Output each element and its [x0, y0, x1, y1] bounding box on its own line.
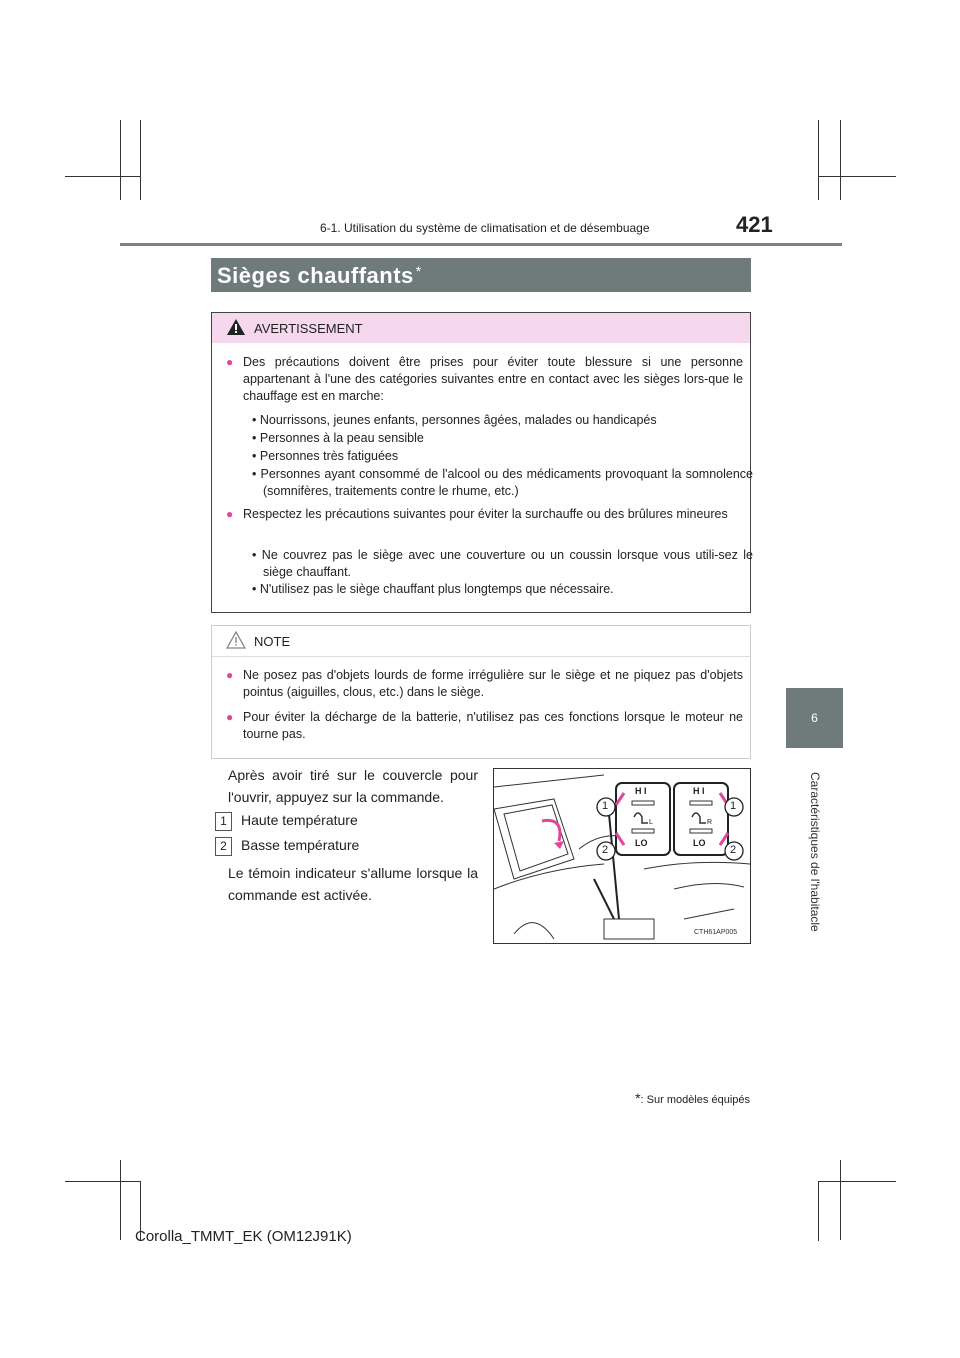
- hi-label-left: H I: [635, 786, 647, 796]
- page-title: Sièges chauffants: [217, 263, 414, 288]
- footnote: [590, 1090, 750, 1106]
- warning-triangle-icon: [226, 318, 246, 336]
- note-triangle-icon: [226, 631, 246, 649]
- seat-heater-figure: [493, 768, 751, 944]
- title-bar: [211, 258, 751, 292]
- crop-mark: [65, 176, 140, 177]
- crop-mark: [818, 120, 819, 200]
- warning-subitem: • Personnes ayant consommé de l'alcool ou des médicaments provoquant la somnolence (somnifères, traitements contre le rhume, etc.): [252, 467, 753, 498]
- footnote-text: : Sur modèles équipés: [640, 1094, 750, 1106]
- header-rule: [120, 243, 842, 246]
- crop-mark: [840, 120, 841, 200]
- footnote-star: *: [635, 1090, 641, 1106]
- note-header: [212, 626, 750, 657]
- warning-subitem-text: N'utilisez pas le siège chauffant plus longtemps que nécessaire.: [259, 582, 614, 596]
- hi-label-right: H I: [693, 786, 705, 796]
- crop-mark: [818, 1181, 896, 1182]
- right-seat-letter: R: [707, 819, 713, 826]
- warning-box: [211, 312, 751, 613]
- warning-subitem-text: Nourrissons, jeunes enfants, personnes âgées, malades ou handicapés: [259, 413, 657, 427]
- bullet-icon: ●: [226, 507, 234, 521]
- crop-mark: [818, 176, 896, 177]
- crop-mark: [120, 1160, 121, 1240]
- lo-label-left: LO: [635, 838, 648, 848]
- title-asterisk: *: [415, 263, 422, 279]
- chapter-label: Caractéristiques de l'habitacle: [808, 772, 822, 932]
- crop-mark: [65, 1181, 140, 1182]
- callout-2-left: 2: [602, 844, 609, 856]
- warning-label: AVERTISSEMENT: [254, 321, 363, 336]
- intro-text: Après avoir tiré sur le couvercle pour l'ouvrir, appuyez sur la commande.: [228, 767, 478, 805]
- warning-header: [212, 313, 750, 343]
- callout-2-right: 2: [730, 844, 737, 856]
- callout-1-right: 1: [730, 800, 737, 812]
- crop-mark: [818, 1181, 819, 1241]
- page-number: 421: [736, 212, 773, 237]
- warning-subitem-text: Personnes à la peau sensible: [259, 431, 424, 445]
- crop-mark: [840, 1160, 841, 1240]
- warning-subitem: • Personnes très fatiguées: [252, 449, 399, 463]
- warning-subitem-text: Personnes ayant consommé de l'alcool ou des médicaments provoquant la somnolence (somnifères, traitements contre le rhume, etc.): [260, 467, 753, 498]
- dashboard-illustration: [494, 769, 750, 943]
- note-item: Ne posez pas d'objets lourds de forme irrégulière sur le siège et ne piquez pas d'objets pointus (aiguilles, clous, etc.) dans le siège.: [243, 668, 743, 699]
- bullet-icon: ●: [226, 710, 234, 724]
- warning-subitem: • Personnes à la peau sensible: [252, 431, 424, 445]
- warning-subitem: • Ne couvrez pas le siège avec une couverture ou un coussin lorsque vous utili-sez le siège chauffant.: [252, 548, 753, 579]
- chapter-tab: 6: [786, 688, 843, 748]
- crop-mark: [120, 120, 121, 200]
- warning-subitem-text: Ne couvrez pas le siège avec une couverture ou un coussin lorsque vous utili-sez le siège chauffant.: [261, 548, 753, 579]
- note-box: [211, 625, 751, 759]
- item-number-1: 1: [215, 812, 232, 831]
- warning-subitem: • N'utilisez pas le siège chauffant plus longtemps que nécessaire.: [252, 582, 614, 596]
- figure-code: CTH61AP005: [694, 929, 738, 936]
- warning-subitem: • Nourrissons, jeunes enfants, personnes âgées, malades ou handicapés: [252, 413, 657, 427]
- warning-item: Des précautions doivent être prises pour éviter toute blessure si une personne appartenant à l'une des catégories suivantes entre en contact avec les sièges lors-que le chauffage est en marche:: [243, 355, 743, 403]
- section-heading: 6-1. Utilisation du système de climatisation et de désembuage: [320, 221, 650, 235]
- bullet-icon: ●: [226, 355, 234, 369]
- outro-text: Le témoin indicateur s'allume lorsque la commande est activée.: [228, 865, 478, 903]
- item-label-1: Haute température: [241, 812, 358, 828]
- lo-label-right: LO: [693, 838, 706, 848]
- warning-item: Respectez les précautions suivantes pour éviter la surchauffe ou des brûlures mineures: [243, 507, 728, 521]
- warning-subitem-text: Personnes très fatiguées: [259, 449, 399, 463]
- crop-mark: [140, 120, 141, 200]
- note-item: Pour éviter la décharge de la batterie, n'utilisez pas ces fonctions lorsque le moteur ne tourne pas.: [243, 710, 743, 741]
- document-footer: Corolla_TMMT_EK (OM12J91K): [135, 1228, 352, 1245]
- item-number-2: 2: [215, 837, 232, 856]
- item-label-2: Basse température: [241, 837, 360, 853]
- callout-1-left: 1: [602, 800, 609, 812]
- bullet-icon: ●: [226, 668, 234, 682]
- left-seat-letter: L: [649, 819, 653, 826]
- note-label: NOTE: [254, 634, 291, 649]
